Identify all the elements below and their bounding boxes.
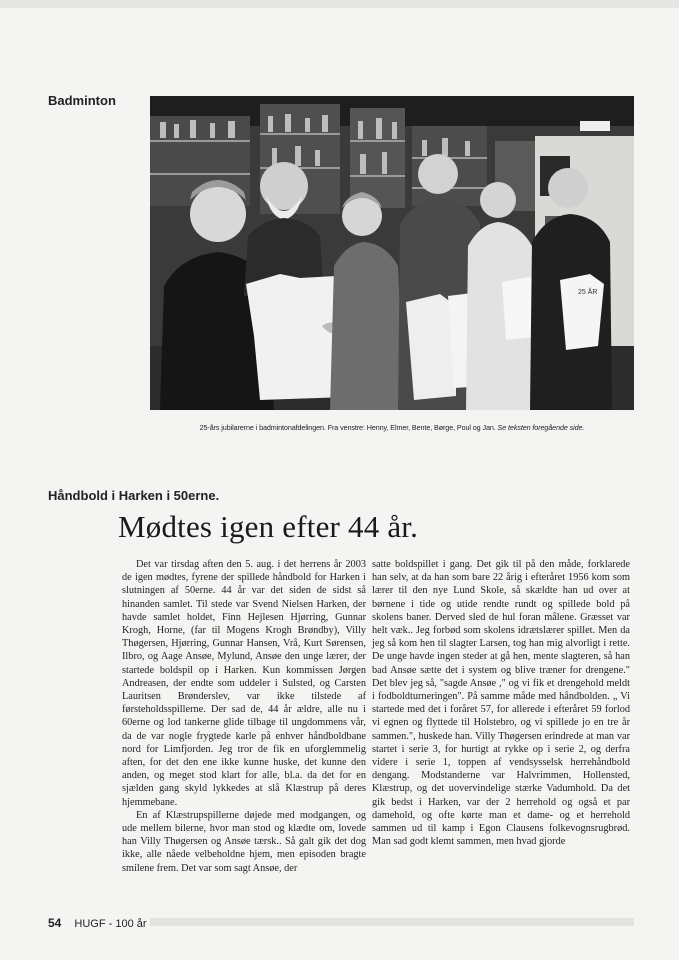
paragraph: Det var tirsdag aften den 5. aug. i det herrens år 2003 de igen mødtes, fyrene der spillede håndbold for Harken i slutningen af 50erne. 44 år var det siden de sidst så hinanden samlet. Til stede var Svend Nielsen Harken, der havde samlet holdet, Finn Hejlesen Hjørring, Gunnar Krogh, Horne, (far til Mogens Krogh Brøndby), Villy Thøgersen, Hjørring, Gunnar Hansen, Vrå, Kurt Sørensen, Ilbro, og Aage Ansøe, Mylund, Ansøe den unge lærer, der startede boldspil op i Harken. Kun kommissen Jørgen Andreasen, der endte som uddeler i Sulsted, og Carsten Lauritsen Brønderslev, var ikke tilstede af førsteholdsspillerne. Der sad de, 44 år ældre, alle nu i 60erne og lod tankerne glide tilbage til ungdommens vår, da de var nogle frygtede karle på enhver håndboldbane nord for Limfjorden. Jeg tror de fik en uforglemmelig aften, for det den ene ikke kunne huske, det kunne den anden, og meget stod klart for alle, bl.a. da det for en sjælden gang skyld lykkedes at slå Klæstrup på deres hjemmebane. [122,559,366,808]
article-column-right [372,558,630,848]
article-column-left [122,558,366,875]
paragraph: satte boldspillet i gang. Det gik til på den måde, forklarede han selv, at da han som bare 22 årig i efteråret 1956 kom som lærer til den nye Lund Skole, så skældte han ud over at børnene i tide og utide rendte rundt og spillede bold på skolens baner. Derved sled de hul foran målene. Græsset var helt væk.. Jeg forbød som skolens idrætslærer spillet. Men da jeg så kom hen til slagter Larsen, tog han mig alvorligt i rette. De unge havde ingen steder at gå hen, mente slagteren, så han bad Ansøe sætte det i system og blive træner for drengene." Det blev jeg så, "sagde Ansøe ," og vi fik et drengehold meldt i fodboldturneringen". På samme måde med håndbolden. „ Vi startede med det i foråret 57, for allerede i efteråret 59 forlod vi egnen og flyttede til Holstebro, og vi spillede jo en tre år sammen.", huskede han. Villy Thøgersen erindrede at man var startet i serie 3, for hurtigt at rykke op i serie 2, og derfra videre i serie 1, toppen af vendsysselsk herrehåndbold dengang. Modstanderne var Halvrimmen, Hollensted, Klæstrup, og det uovervindelige stærke Vadumhold. Da det gik bedst i Harken, var der 2 herrehold og også et par damehold, og ofte kørte man et dame- og et herrehold sammen ud til kamp i Egon Clausens folkevognsrugbrød. Man sad godt klemt sammen, men hvad gjorde [372,559,630,848]
shirt-text: 25 ÅR [578,289,598,296]
publication-title: HUGF - 100 år [74,918,147,930]
photo-caption [150,423,634,432]
group-photo-illustration [150,96,634,410]
scan-edge [0,0,679,8]
group-photo [150,96,634,410]
footer-rule [150,918,634,926]
caption-reference: Se teksten foregående side. [497,423,585,432]
page-footer [48,916,147,930]
article-headline: Mødtes igen efter 44 år. [118,509,419,544]
caption-text: 25-års jubilarerne i badmintonafdelingen. Fra venstre: Henny, Elmer, Bente, Børge, Poul og Jan. [199,423,496,432]
article-kicker: Håndbold i Harken i 50erne. [48,488,220,503]
section-label: Badminton [48,93,116,108]
paragraph: En af Klæstrupspillerne døjede med modgangen, og ude mellem bilerne, hvor man stod og klædte om, lovede han Villy Thøgersen og Ansøe tærsk.. Så galt gik det dog ikke, alle nåede velbeholdne hjem, men episoden bragte smilene frem. Det var som sagt Ansøe, der [122,809,366,874]
page-number: 54 [48,916,62,930]
